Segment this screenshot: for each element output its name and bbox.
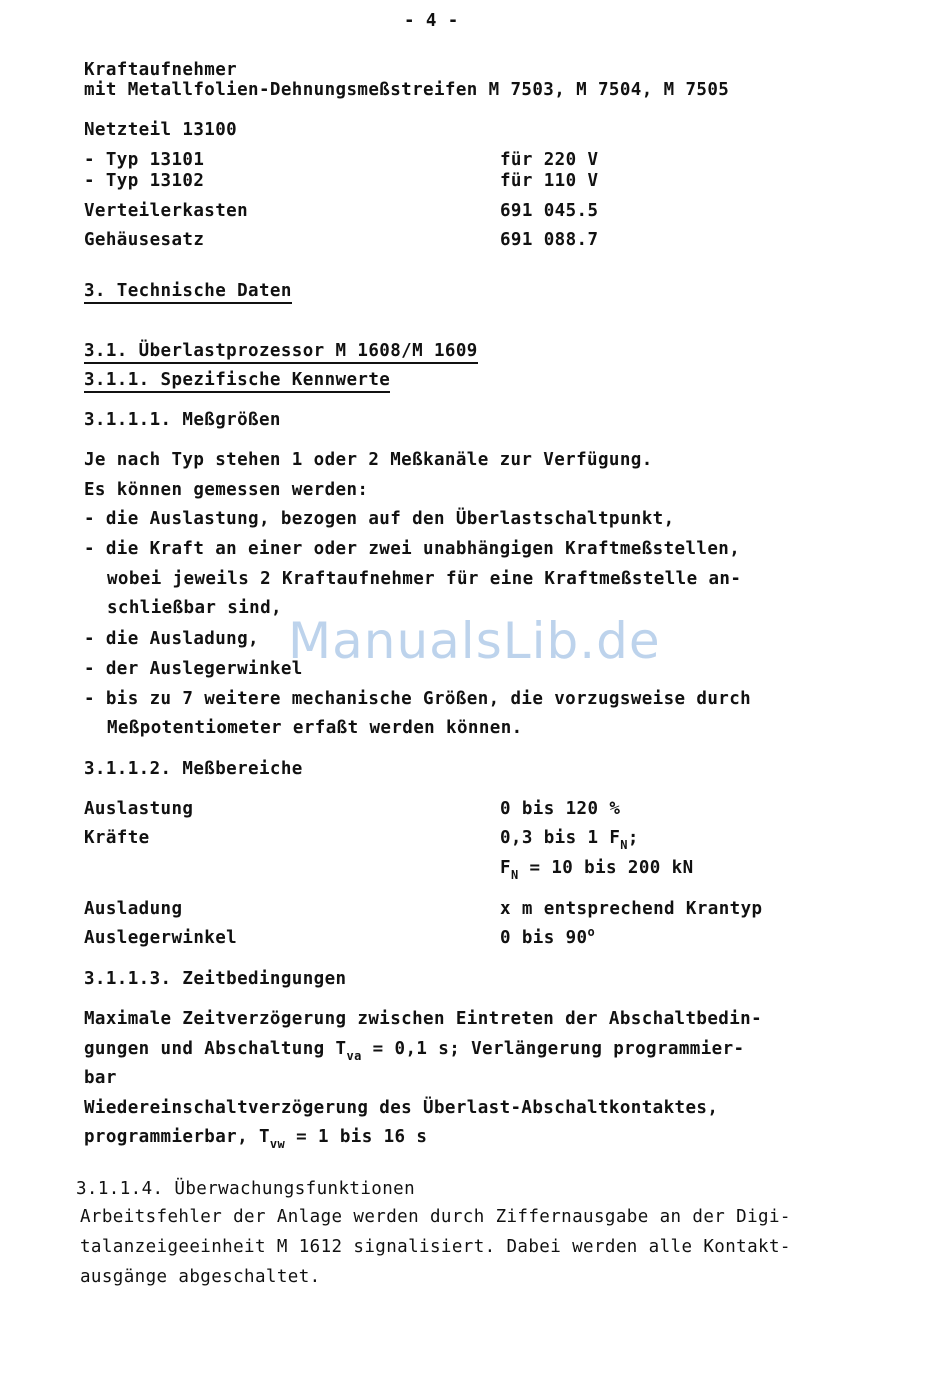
- section-3-1-1-heading: [84, 369, 390, 391]
- section-3-1-1-title: 3.1.1. Spezifische Kennwerte: [84, 370, 390, 393]
- measurement-intro-1: Je nach Typ stehen 1 oder 2 Meßkanäle zur Verfügung.: [84, 450, 653, 470]
- gehaeuse-label: Gehäusesatz: [84, 230, 205, 250]
- monitor-line-3: ausgänge abgeschaltet.: [80, 1267, 321, 1287]
- section-3-1-title: 3.1. Überlastprozessor M 1608/M 1609: [84, 341, 478, 364]
- bullet-ausladung: - die Ausladung,: [84, 629, 259, 649]
- time-line-2: gungen und Abschaltung $T_{va} = 0,1$ s; Verlängerung programmier-: [84, 1039, 745, 1063]
- section-3-heading: [84, 280, 292, 302]
- typ1-value: für 220 V: [500, 150, 599, 170]
- bullet-kraft-2: wobei jeweils 2 Kraftaufnehmer für eine Kraftmeßstelle an-: [107, 569, 742, 589]
- kraefte-value: 0,3 bis 1 $F_N$;: [500, 828, 639, 852]
- verteiler-label: Verteilerkasten: [84, 201, 249, 221]
- fn-range-value: $F_N = 10$ bis 200 kN: [500, 858, 694, 882]
- verteiler-value: 691 045.5: [500, 201, 599, 221]
- netzteil-label: Netzteil 13100: [84, 120, 238, 140]
- time-line-5: programmierbar, $T_{vw} = 1$ bis 16 s: [84, 1127, 428, 1151]
- time-line-4: Wiedereinschaltverzögerung des Überlast-Abschaltkontaktes,: [84, 1098, 719, 1118]
- ausladung-label: Ausladung: [84, 899, 183, 919]
- kraefte-label: Kräfte: [84, 828, 150, 848]
- section-3-1-1-4-title: 3.1.1.4. Überwachungsfunktionen: [76, 1179, 416, 1199]
- bullet-weitere-2: Meßpotentiometer erfaßt werden können.: [107, 718, 523, 738]
- bullet-auslegerwinkel: - der Auslegerwinkel: [84, 659, 303, 679]
- section-3-1-1-2-title: 3.1.1.2. Meßbereiche: [84, 759, 303, 779]
- bullet-kraft-1: - die Kraft an einer oder zwei unabhängigen Kraftmeßstellen,: [84, 539, 741, 559]
- winkel-label: Auslegerwinkel: [84, 928, 238, 948]
- sensor-subtitle: mit Metallfolien-Dehnungsmeßstreifen M 7503, M 7504, M 7505: [84, 80, 730, 100]
- section-3-1-heading: [84, 340, 478, 362]
- page-number: - 4 -: [404, 11, 459, 31]
- section-3-1-1-3-title: 3.1.1.3. Zeitbedingungen: [84, 969, 347, 989]
- section-3-1-1-1-title: 3.1.1.1. Meßgrößen: [84, 410, 281, 430]
- sensor-title: Kraftaufnehmer: [84, 60, 238, 80]
- time-line-1: Maximale Zeitverzögerung zwischen Eintreten der Abschaltbedin-: [84, 1009, 763, 1029]
- bullet-kraft-3: schließbar sind,: [107, 598, 282, 618]
- monitor-line-2: talanzeigeeinheit M 1612 signalisiert. Dabei werden alle Kontakt-: [80, 1237, 791, 1257]
- auslastung-label: Auslastung: [84, 799, 194, 819]
- typ2-label: - Typ 13102: [84, 171, 205, 191]
- auslastung-value: 0 bis 120 %: [500, 799, 621, 819]
- section-3-title: 3. Technische Daten: [84, 281, 292, 304]
- typ2-value: für 110 V: [500, 171, 599, 191]
- bullet-weitere-1: - bis zu 7 weitere mechanische Größen, die vorzugsweise durch: [84, 689, 752, 709]
- watermark: ManualsLib.de: [288, 612, 661, 670]
- monitor-line-1: Arbeitsfehler der Anlage werden durch Ziffernausgabe an der Digi-: [80, 1207, 791, 1227]
- measurement-intro-2: Es können gemessen werden:: [84, 480, 369, 500]
- time-line-3: bar: [84, 1068, 117, 1088]
- bullet-auslastung: - die Auslastung, bezogen auf den Überlastschaltpunkt,: [84, 509, 675, 529]
- gehaeuse-value: 691 088.7: [500, 230, 599, 250]
- typ1-label: - Typ 13101: [84, 150, 205, 170]
- ausladung-value: x m entsprechend Krantyp: [500, 899, 763, 919]
- winkel-value: 0 bis 90$^o$: [500, 925, 596, 948]
